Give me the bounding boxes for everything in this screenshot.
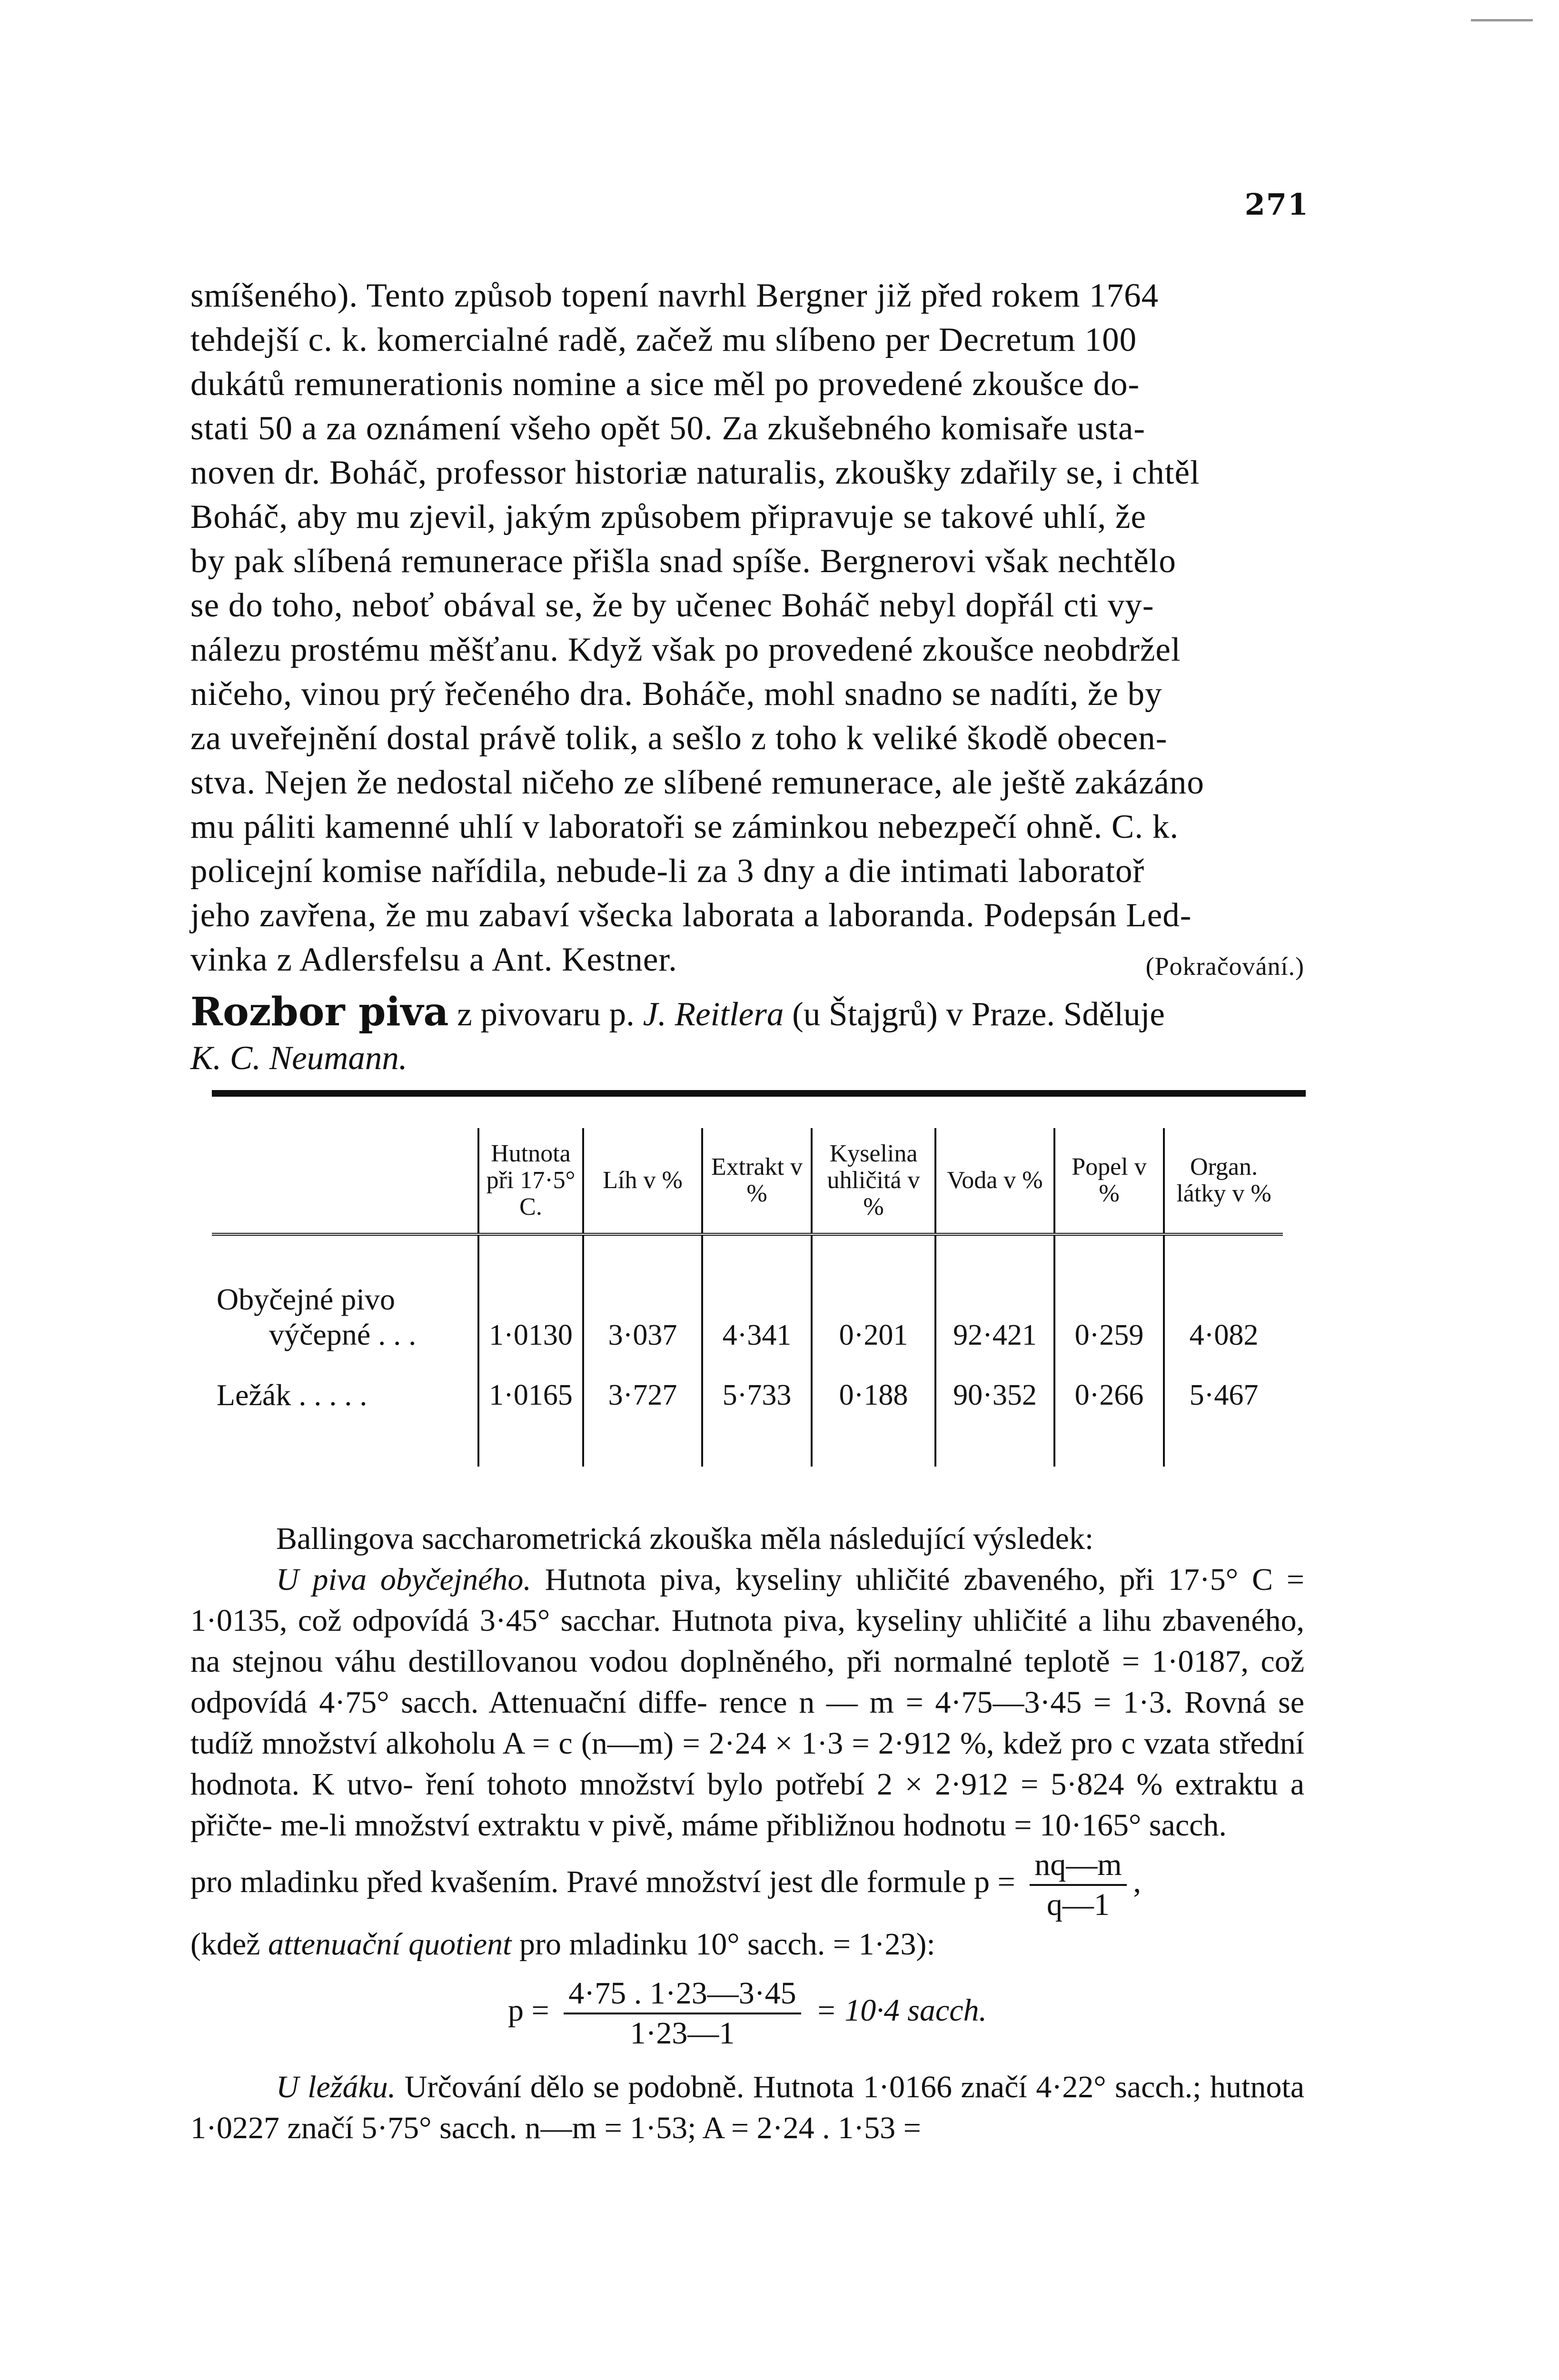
p-numerator: 4·75 . 1·23—3·45 — [564, 1974, 801, 2014]
row-label — [212, 1269, 478, 1352]
formula-denominator: q—1 — [1046, 1887, 1110, 1922]
text-line — [190, 938, 1304, 982]
quotient-note — [190, 1924, 1304, 1965]
table-cell: 90·352 — [935, 1352, 1054, 1438]
header-cell: Kyselina uhličitá v % — [812, 1128, 935, 1234]
header-cell: Hutnota při 17·5° C. — [478, 1128, 583, 1234]
table-row — [212, 1352, 1283, 1438]
table-cell: 5·467 — [1164, 1352, 1283, 1438]
formula-text: pro mladinku před kvašením. Pravé množství jest dle formule p = — [190, 1864, 1015, 1900]
article-subtitle: z pivovaru p. — [448, 996, 643, 1033]
body-paragraph — [190, 274, 1304, 989]
note-italic: attenuační quotient — [268, 1927, 512, 1962]
p-result: = 10·4 sacch. — [815, 1993, 987, 2028]
table-cell: 0·259 — [1054, 1269, 1164, 1352]
page-edge-mark — [1471, 19, 1533, 21]
note-text-end: pro mladinku 10° sacch. = 1·23): — [511, 1927, 935, 1962]
text-line: se do toho, neboť obával se, že by učenec Boháč nebyl dopřál cti vy- — [190, 587, 1154, 624]
p-label: p = — [508, 1993, 549, 2028]
text-line: dukátů remunerationis nomine a sice měl po provedené zkoušce do- — [190, 366, 1140, 403]
article-title: Rozbor piva — [190, 989, 449, 1035]
text-line: nálezu prostému měšťanu. Když však po provedené zkoušce neobdržel — [190, 631, 1181, 668]
section-label: U piva obyčejného. — [276, 1562, 531, 1597]
brewer-name: J. Reitlera — [643, 996, 784, 1033]
table-cell: 0·188 — [812, 1352, 935, 1438]
section-obycejne — [190, 1559, 1304, 1846]
text-line: za uveřejnění dostal právě tolik, a sešlo z toho k veliké škodě obecen- — [190, 720, 1168, 757]
table-cell: 4·082 — [1164, 1269, 1283, 1352]
header-cell: Organ. látky v % — [1164, 1128, 1283, 1234]
row-label-line: Obyčejné pivo — [217, 1282, 395, 1316]
text-line: by pak slíbená remunerace přišla snad spíše. Bergnerovi však nechtělo — [190, 543, 1176, 580]
header-cell: Líh v % — [583, 1128, 702, 1234]
ballinga-intro: Ballingova saccharometrická zkouška měla následující výsledek: — [276, 1521, 1094, 1556]
article-author: K. C. Neumann. — [190, 1040, 407, 1077]
continued-label: (Pokračování.) — [1145, 952, 1304, 981]
text-line: smíšeného). Tento způsob topení navrhl Bergner již před rokem 1764 — [190, 277, 1159, 314]
table-spacer — [212, 1234, 1283, 1269]
section-label: U ležáku. — [276, 2070, 396, 2104]
text-line: noven dr. Boháč, professor historiæ naturalis, zkoušky zdařily se, i chtěl — [190, 454, 1200, 491]
formula-numerator: nq—m — [1030, 1846, 1126, 1886]
table-cell: 0·201 — [812, 1269, 935, 1352]
table-cell: 3·727 — [583, 1352, 702, 1438]
table-spacer — [212, 1438, 1283, 1467]
table-header-row — [212, 1128, 1283, 1234]
text-line: Boháč, aby mu zjevil, jakým způsobem připravuje se takové uhlí, že — [190, 498, 1147, 536]
table-cell: 4·341 — [702, 1269, 812, 1352]
table-cell: 92·421 — [935, 1269, 1054, 1352]
beer-analysis-table — [212, 1128, 1283, 1467]
page-number: 271 — [1244, 187, 1309, 222]
section-lezak — [190, 2067, 1304, 2149]
table-row — [212, 1269, 1283, 1352]
text-line: policejní komise nařídila, nebude-li za 3 dny a die intimati laboratoř — [190, 853, 1145, 890]
text-line-final: vinka z Adlersfelsu a Ant. Kestner. — [190, 941, 677, 978]
table-top-rule — [212, 1090, 1306, 1097]
text-line: tehdejší c. k. komercialné radě, začež mu slíbeno per Decretum 100 — [190, 321, 1137, 358]
table-cell: 0·266 — [1054, 1352, 1164, 1438]
table-cell: 1·0165 — [478, 1352, 583, 1438]
row-label: Ležák . . . . . — [217, 1378, 367, 1412]
text-line: mu páliti kamenné uhlí v laboratoři se záminkou nebezpečí ohně. C. k. — [190, 808, 1179, 845]
table-cell: 5·733 — [702, 1352, 812, 1438]
header-empty — [212, 1128, 478, 1234]
section-text: Určování dělo se podobně. Hutnota 1·0166 značí 4·22° sacch.; hutnota 1·0227 značí 5·75° sacch. n—m = 1·53; A = 2·24 . 1·53 = — [190, 2070, 1304, 2145]
text-line: stati 50 a za oznámení všeho opět 50. Za zkušebného komisaře usta- — [190, 410, 1146, 447]
table-cell: 1·0130 — [478, 1269, 583, 1352]
header-cell: Voda v % — [935, 1128, 1054, 1234]
article-heading — [190, 990, 1304, 1080]
formula-fraction — [1030, 1846, 1126, 1924]
text-line: stva. Nejen že nedostal ničeho ze slíbené remunerace, ale ještě zakázáno — [190, 764, 1204, 801]
table-cell: 3·037 — [583, 1269, 702, 1352]
note-text: (kdež — [190, 1927, 268, 1962]
saccharometric-section — [190, 1518, 1304, 2149]
header-cell: Popel v % — [1054, 1128, 1164, 1234]
p-fraction — [564, 1974, 801, 2053]
text-line: ničeho, vinou prý řečeného dra. Boháče, mohl snadno se nadíti, že by — [190, 675, 1162, 713]
section-text: Hutnota piva, kyseliny uhličité zbaveného, při 17·5° C = 1·0135, což odpovídá 3·45° sacchar. Hutnota piva, kyseliny uhličité a lihu zbaveného, na stejnou váhu destillovanou vodou doplněného, při normalné teplotě = 1·0187, což odpovídá 4·75° sacch. Attenuační diffe- rence n — m = 4·75—3·45 = 1·3. Rovná se tudíž množství alkoholu A = c (n—m) = 2·24 × 1·3 = 2·912 %, kdež pro c vzata střední hodnota. K utvo- ření tohoto množství bylo potřebí 2 × 2·912 = 5·824 % extraktu a přičte- me-li množství extraktu v pivě, máme přibližnou hodnotu = 10·165° sacch. — [190, 1562, 1304, 1843]
article-subtitle-rest: (u Štajgrů) v Praze. Sděluje — [784, 996, 1165, 1033]
formula-line: pro mladinku před kvašením. Pravé množství jest dle formule p = $\frac{nq—m}{q—1}$ , — [190, 1846, 1304, 1924]
header-cell: Extrakt v % — [702, 1128, 812, 1234]
text-line: jeho zavřena, že mu zabaví všecka laborata a laboranda. Podepsán Led- — [190, 897, 1192, 934]
p-formula — [190, 1965, 1304, 2067]
row-label-line: výčepné . . . — [269, 1318, 417, 1351]
p-denominator: 1·23—1 — [630, 2016, 735, 2051]
